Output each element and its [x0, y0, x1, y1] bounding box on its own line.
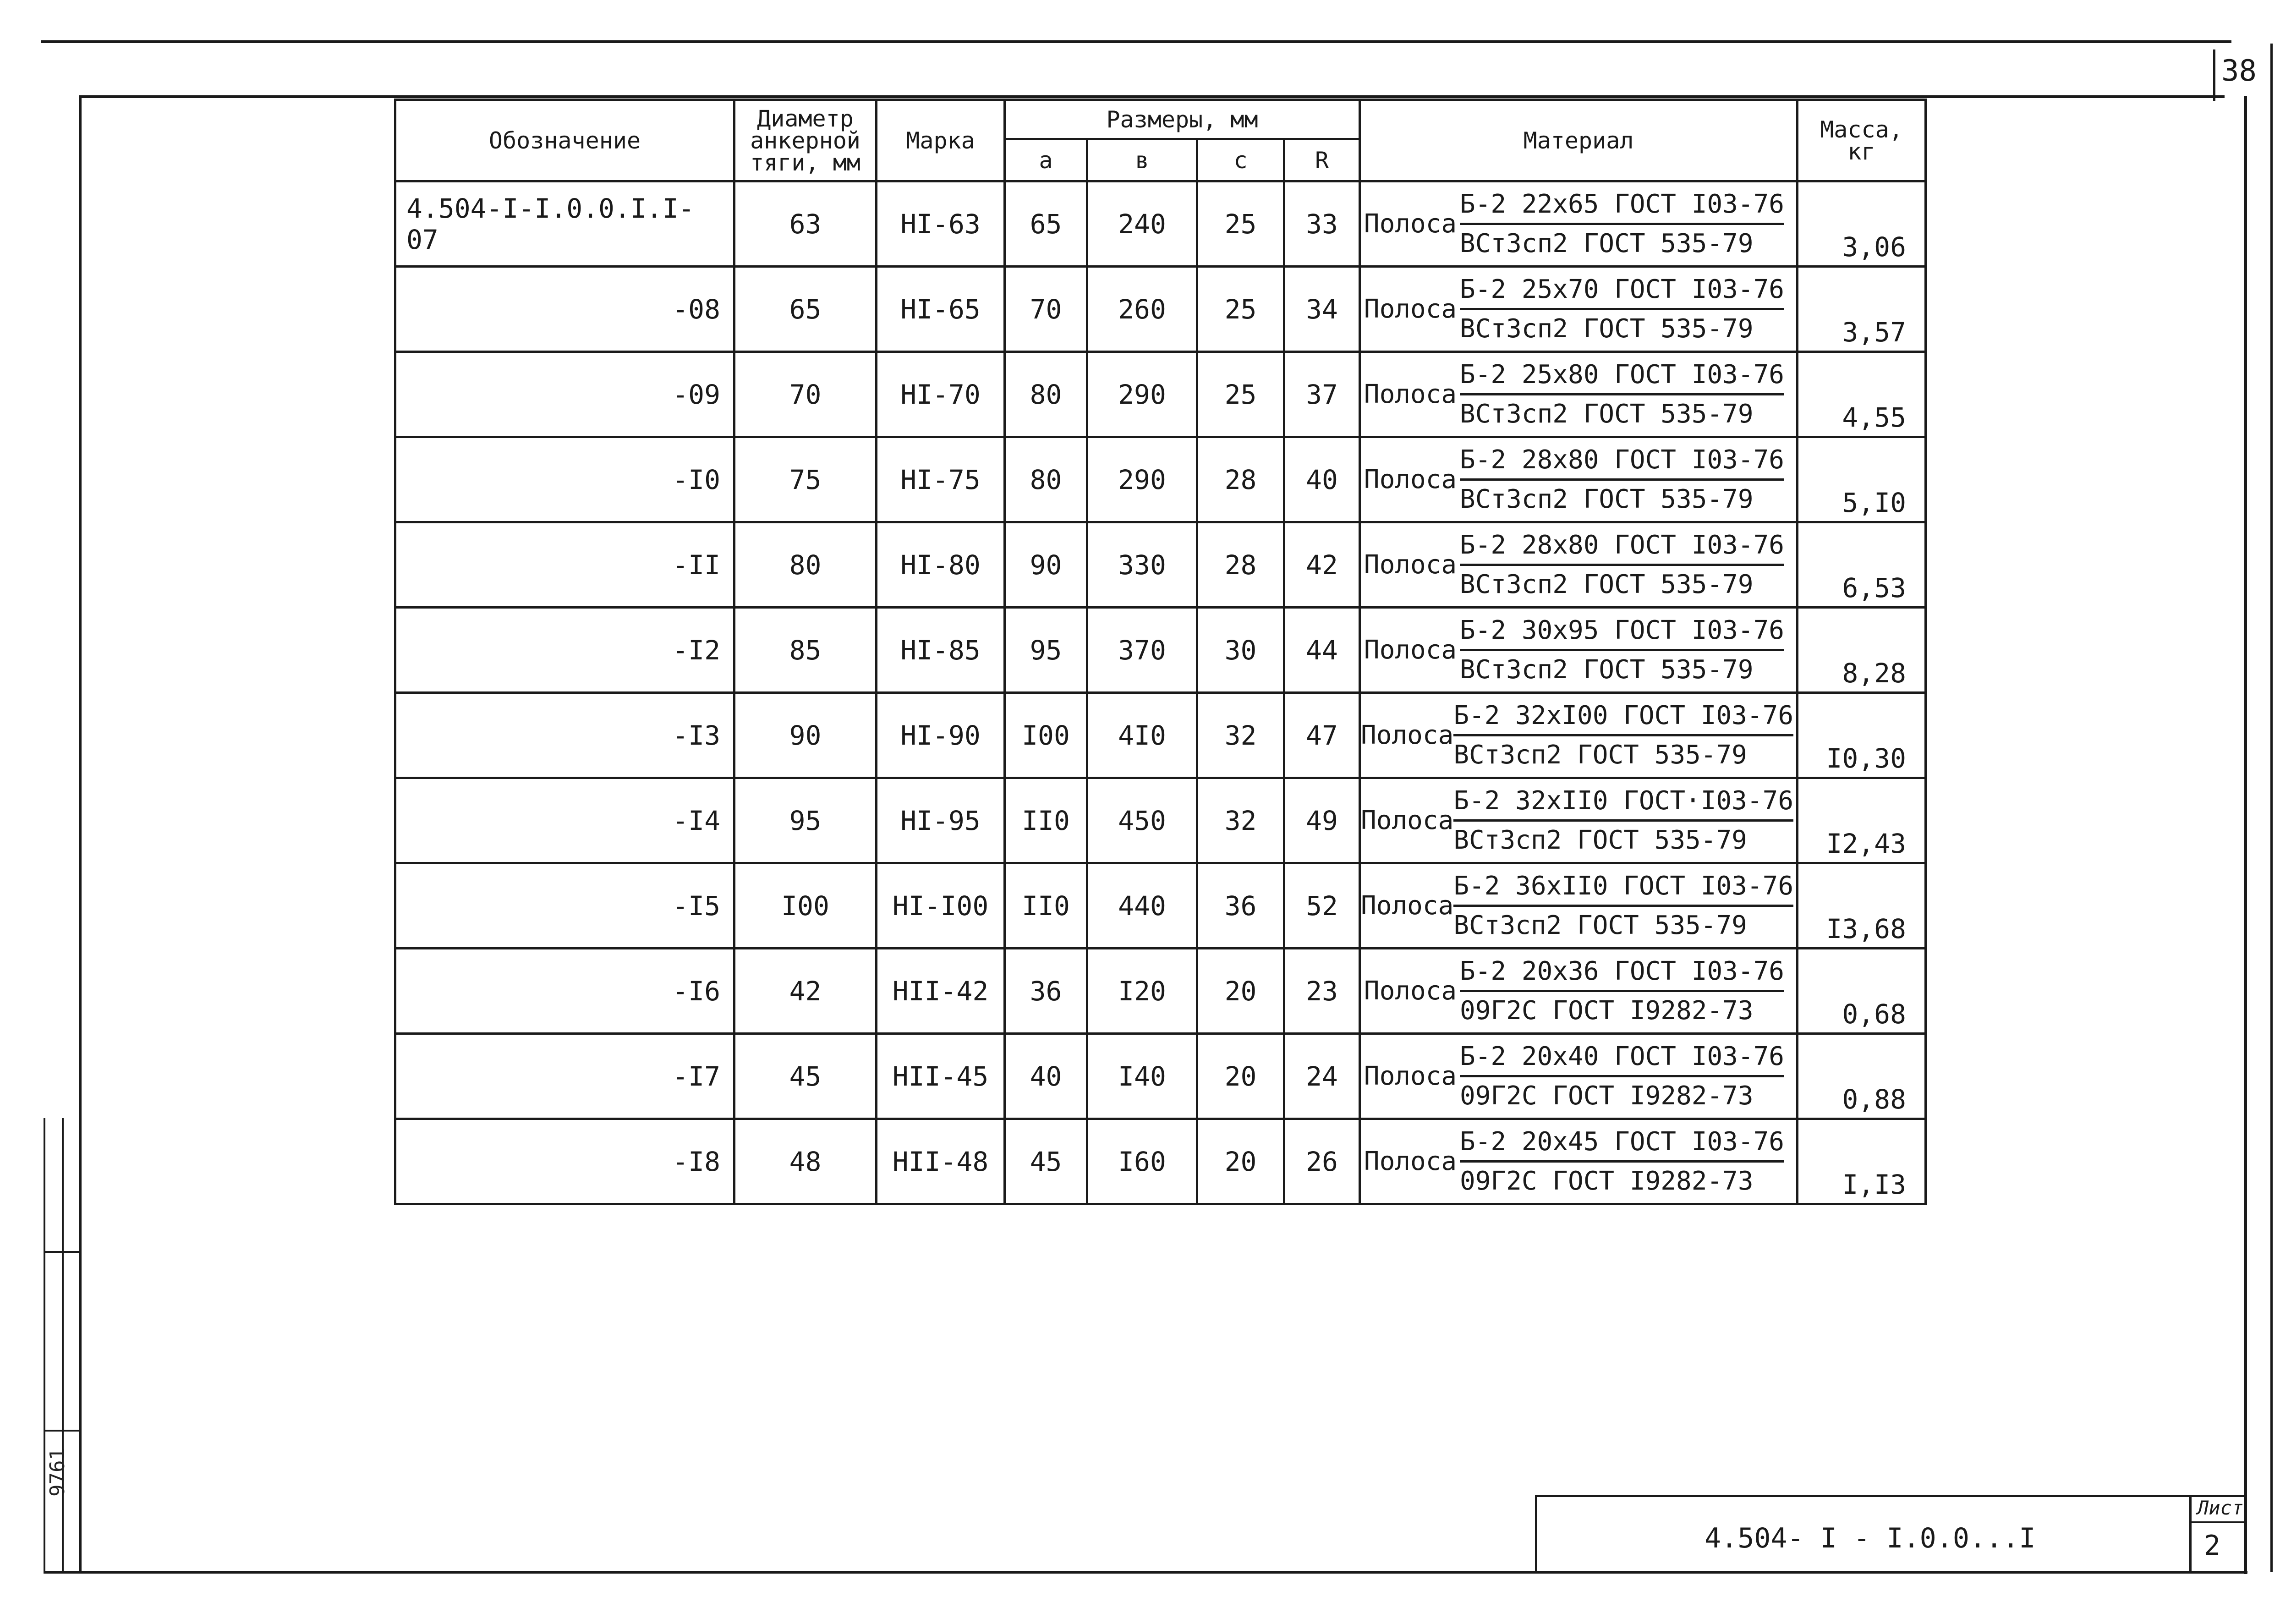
stamp-signature: 9761 — [46, 1448, 69, 1497]
cell-designation: -I6 — [395, 949, 734, 1034]
stamp-sep-1 — [44, 1251, 80, 1253]
cell-dim-c: 20 — [1197, 949, 1284, 1034]
material-profile: Б-2 28х80 ГОСТ I03-76 — [1460, 530, 1784, 566]
cell-diameter: 90 — [734, 693, 877, 778]
cell-dim-a: I00 — [1005, 693, 1087, 778]
header-dim-b: в — [1087, 139, 1197, 181]
cell-designation: -I3 — [395, 693, 734, 778]
table-row — [395, 437, 1926, 522]
cell-dim-c: 25 — [1197, 352, 1284, 437]
cell-dim-b: 440 — [1087, 863, 1197, 949]
cell-dim-r: 40 — [1284, 437, 1360, 522]
cell-designation: -I8 — [395, 1119, 734, 1204]
stamp-col-line-2 — [62, 1118, 64, 1572]
cell-mass: 5,I0 — [1798, 437, 1926, 522]
cell-designation: -I7 — [395, 1034, 734, 1119]
material-type: Полоса — [1361, 720, 1454, 750]
header-dim-r: R — [1284, 139, 1360, 181]
material-steel: ВСт3сп2 ГОСТ 535-79 — [1460, 399, 1754, 429]
cell-dim-c: 20 — [1197, 1034, 1284, 1119]
cell-dim-b: 370 — [1087, 608, 1197, 693]
stamp-sep-2 — [44, 1430, 80, 1432]
cell-mass: I2,43 — [1798, 778, 1926, 863]
cell-dim-r: 44 — [1284, 608, 1360, 693]
table-row — [395, 352, 1926, 437]
material-profile: Б-2 25х80 ГОСТ I03-76 — [1460, 360, 1784, 395]
material-type: Полоса — [1364, 635, 1457, 665]
list-label: Лист — [2197, 1497, 2244, 1519]
stamp-col-line-3 — [79, 1118, 81, 1572]
material-profile: Б-2 22х65 ГОСТ I03-76 — [1460, 189, 1784, 225]
cell-mark: НI-75 — [877, 437, 1005, 522]
cell-material — [1360, 778, 1798, 863]
cell-dim-b: 4I0 — [1087, 693, 1197, 778]
material-steel: ВСт3сп2 ГОСТ 535-79 — [1460, 229, 1754, 258]
top-sheet-line — [41, 40, 2231, 43]
material-steel: ВСт3сп2 ГОСТ 535-79 — [1460, 484, 1754, 514]
cell-material — [1360, 1034, 1798, 1119]
cell-dim-b: 290 — [1087, 352, 1197, 437]
header-dim-a: а — [1005, 139, 1087, 181]
cell-dim-c: 28 — [1197, 437, 1284, 522]
cell-dim-a: 70 — [1005, 267, 1087, 352]
header-mass: Масса, кг — [1798, 100, 1926, 181]
cell-material — [1360, 522, 1798, 608]
cell-material — [1360, 949, 1798, 1034]
cell-diameter: 75 — [734, 437, 877, 522]
cell-material — [1360, 181, 1798, 267]
table-row — [395, 1034, 1926, 1119]
cell-dim-r: 37 — [1284, 352, 1360, 437]
specification-table — [394, 99, 1927, 1205]
cell-dim-b: 260 — [1087, 267, 1197, 352]
material-profile: Б-2 25х70 ГОСТ I03-76 — [1460, 274, 1784, 310]
material-profile: Б-2 30х95 ГОСТ I03-76 — [1460, 615, 1784, 651]
material-steel: ВСт3сп2 ГОСТ 535-79 — [1460, 570, 1754, 599]
cell-diameter: 48 — [734, 1119, 877, 1204]
cell-dim-r: 34 — [1284, 267, 1360, 352]
cell-designation: -I0 — [395, 437, 734, 522]
cell-dim-a: 45 — [1005, 1119, 1087, 1204]
list-label-sep — [2189, 1521, 2245, 1523]
cell-dim-c: 32 — [1197, 693, 1284, 778]
frame-bottom — [44, 1571, 2247, 1574]
cell-mass: I3,68 — [1798, 863, 1926, 949]
cell-material — [1360, 863, 1798, 949]
material-type: Полоса — [1361, 806, 1454, 835]
cell-diameter: I00 — [734, 863, 877, 949]
cell-mark: НI-70 — [877, 352, 1005, 437]
material-steel: 09Г2С ГОСТ I9282-73 — [1460, 1081, 1754, 1111]
cell-designation: -08 — [395, 267, 734, 352]
cell-dim-a: 80 — [1005, 352, 1087, 437]
material-type: Полоса — [1364, 209, 1457, 239]
material-type: Полоса — [1364, 294, 1457, 324]
cell-material — [1360, 267, 1798, 352]
sheet-number: 38 — [2221, 54, 2257, 88]
cell-dim-a: 40 — [1005, 1034, 1087, 1119]
cell-designation: -09 — [395, 352, 734, 437]
cell-dim-r: 23 — [1284, 949, 1360, 1034]
cell-designation: 4.504-I-I.0.0.I.I-07 — [395, 181, 734, 267]
table-row — [395, 181, 1926, 267]
cell-mark: НI-90 — [877, 693, 1005, 778]
cell-mark: НII-48 — [877, 1119, 1005, 1204]
cell-dim-r: 33 — [1284, 181, 1360, 267]
material-type: Полоса — [1361, 891, 1454, 921]
material-type: Полоса — [1364, 379, 1457, 409]
cell-mass: 0,88 — [1798, 1034, 1926, 1119]
cell-dim-b: 450 — [1087, 778, 1197, 863]
cell-dim-c: 25 — [1197, 267, 1284, 352]
cell-dim-r: 24 — [1284, 1034, 1360, 1119]
frame-top — [80, 95, 2225, 98]
header-dim-c: с — [1197, 139, 1284, 181]
cell-mark: НII-45 — [877, 1034, 1005, 1119]
cell-designation: -I5 — [395, 863, 734, 949]
cell-diameter: 65 — [734, 267, 877, 352]
cell-designation: -I4 — [395, 778, 734, 863]
table-row — [395, 778, 1926, 863]
material-type: Полоса — [1364, 550, 1457, 580]
cell-diameter: 70 — [734, 352, 877, 437]
cell-dim-r: 52 — [1284, 863, 1360, 949]
cell-diameter: 42 — [734, 949, 877, 1034]
cell-diameter: 85 — [734, 608, 877, 693]
cell-diameter: 45 — [734, 1034, 877, 1119]
cell-dim-a: II0 — [1005, 778, 1087, 863]
cell-designation: -I2 — [395, 608, 734, 693]
header-dimensions: Размеры, мм — [1005, 100, 1360, 139]
cell-mass: 0,68 — [1798, 949, 1926, 1034]
cell-material — [1360, 693, 1798, 778]
cell-diameter: 95 — [734, 778, 877, 863]
cell-dim-c: 20 — [1197, 1119, 1284, 1204]
cell-dim-b: 240 — [1087, 181, 1197, 267]
cell-mark: НI-95 — [877, 778, 1005, 863]
cell-dim-b: I40 — [1087, 1034, 1197, 1119]
material-steel: ВСт3сп2 ГОСТ 535-79 — [1460, 314, 1754, 344]
cell-dim-b: I60 — [1087, 1119, 1197, 1204]
footer-code: 4.504- I - I.0.0...I — [1705, 1522, 2036, 1554]
header-designation: Обозначение — [395, 100, 734, 181]
cell-dim-r: 49 — [1284, 778, 1360, 863]
cell-dim-a: 90 — [1005, 522, 1087, 608]
cell-dim-r: 26 — [1284, 1119, 1360, 1204]
table-row — [395, 267, 1926, 352]
cell-dim-c: 32 — [1197, 778, 1284, 863]
cell-dim-r: 47 — [1284, 693, 1360, 778]
material-type: Полоса — [1364, 1061, 1457, 1091]
cell-dim-a: 36 — [1005, 949, 1087, 1034]
material-type: Полоса — [1364, 1147, 1457, 1176]
cell-dim-a: 95 — [1005, 608, 1087, 693]
title-block-left — [1535, 1495, 1537, 1572]
material-steel: ВСт3сп2 ГОСТ 535-79 — [1453, 911, 1747, 940]
stamp-col-line-1 — [44, 1118, 45, 1572]
material-type: Полоса — [1364, 976, 1457, 1006]
material-type: Полоса — [1364, 465, 1457, 494]
table-row — [395, 1119, 1926, 1204]
cell-designation: -II — [395, 522, 734, 608]
cell-mass: 3,06 — [1798, 181, 1926, 267]
material-steel: ВСт3сп2 ГОСТ 535-79 — [1453, 740, 1747, 770]
cell-dim-a: II0 — [1005, 863, 1087, 949]
cell-material — [1360, 352, 1798, 437]
title-block-divider — [2189, 1495, 2192, 1572]
cell-mass: 4,55 — [1798, 352, 1926, 437]
cell-material — [1360, 1119, 1798, 1204]
sheet-box-right — [2270, 44, 2273, 1572]
cell-dim-c: 28 — [1197, 522, 1284, 608]
header-diameter: Диаметр анкерной тяги, мм — [734, 100, 877, 181]
header-material: Материал — [1360, 100, 1798, 181]
material-profile: Б-2 32хI00 ГОСТ I03-76 — [1453, 701, 1793, 736]
material-profile: Б-2 32хII0 ГОСТ·I03-76 — [1453, 786, 1793, 822]
cell-dim-r: 42 — [1284, 522, 1360, 608]
cell-dim-c: 25 — [1197, 181, 1284, 267]
material-profile: Б-2 36хII0 ГОСТ I03-76 — [1453, 871, 1793, 907]
material-steel: 09Г2С ГОСТ I9282-73 — [1460, 996, 1754, 1026]
material-steel: ВСт3сп2 ГОСТ 535-79 — [1453, 825, 1747, 855]
cell-mark: НI-65 — [877, 267, 1005, 352]
cell-dim-a: 65 — [1005, 181, 1087, 267]
cell-diameter: 63 — [734, 181, 877, 267]
table-row — [395, 522, 1926, 608]
cell-mark: НI-63 — [877, 181, 1005, 267]
table-row — [395, 693, 1926, 778]
material-profile: Б-2 20х40 ГОСТ I03-76 — [1460, 1042, 1784, 1077]
material-profile: Б-2 20х36 ГОСТ I03-76 — [1460, 956, 1784, 992]
list-number: 2 — [2204, 1530, 2221, 1562]
cell-mass: I0,30 — [1798, 693, 1926, 778]
table-row — [395, 949, 1926, 1034]
cell-mark: НI-80 — [877, 522, 1005, 608]
cell-dim-b: 290 — [1087, 437, 1197, 522]
sheet-box-left — [2213, 49, 2215, 101]
material-steel: ВСт3сп2 ГОСТ 535-79 — [1460, 655, 1754, 685]
cell-diameter: 80 — [734, 522, 877, 608]
cell-dim-c: 36 — [1197, 863, 1284, 949]
cell-material — [1360, 608, 1798, 693]
cell-dim-b: I20 — [1087, 949, 1197, 1034]
table-row — [395, 863, 1926, 949]
title-block-top — [1535, 1495, 2245, 1497]
cell-dim-a: 80 — [1005, 437, 1087, 522]
cell-dim-b: 330 — [1087, 522, 1197, 608]
cell-mark: НII-42 — [877, 949, 1005, 1034]
cell-mass: 6,53 — [1798, 522, 1926, 608]
material-profile: Б-2 28х80 ГОСТ I03-76 — [1460, 445, 1784, 481]
cell-mark: НI-I00 — [877, 863, 1005, 949]
cell-dim-c: 30 — [1197, 608, 1284, 693]
material-profile: Б-2 20х45 ГОСТ I03-76 — [1460, 1127, 1784, 1163]
cell-mass: 8,28 — [1798, 608, 1926, 693]
frame-right — [2244, 96, 2247, 1574]
material-steel: 09Г2С ГОСТ I9282-73 — [1460, 1166, 1754, 1196]
cell-mark: НI-85 — [877, 608, 1005, 693]
table-row — [395, 608, 1926, 693]
cell-material — [1360, 437, 1798, 522]
cell-mass: 3,57 — [1798, 267, 1926, 352]
cell-mass: I,I3 — [1798, 1119, 1926, 1204]
header-mark: Марка — [877, 100, 1005, 181]
